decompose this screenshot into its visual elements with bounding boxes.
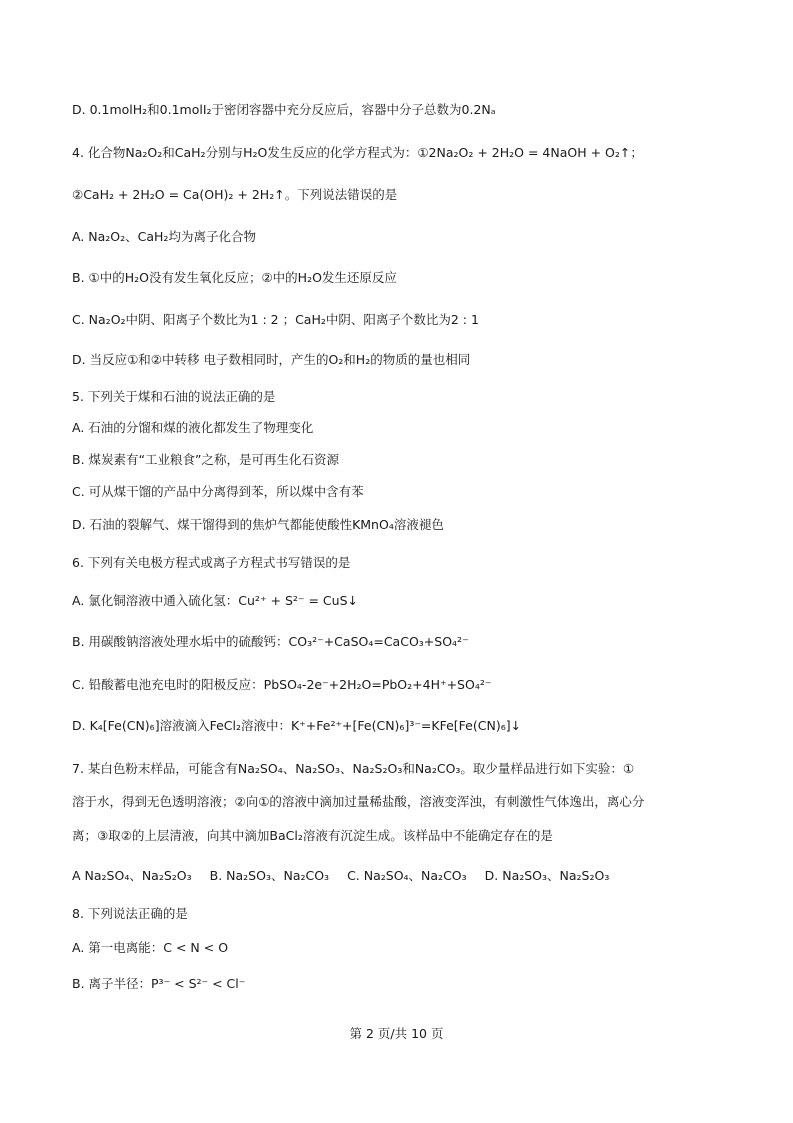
page-footer: 第 2 页/共 10 页 (349, 1026, 444, 1041)
q4-stem-line1: 4. 化合物Na₂O₂和CaH₂分别与H₂O发生反应的化学方程式为：①2Na₂O₂ + 2H₂O = 4NaOH + O₂↑； (72, 145, 643, 160)
q8-option-a: A. 第一电离能：C < N < O (72, 940, 229, 955)
q4-option-c: C. Na₂O₂中阴、阳离子个数比为1 : 2 ；CaH₂中阴、阳离子个数比为2 : 1 (72, 312, 479, 327)
q4-option-d: D. 当反应①和②中转移 电子数相同时，产生的O₂和H₂的物质的量也相同 (72, 352, 471, 367)
q7-option-c: C. Na₂SO₄、Na₂CO₃ (347, 868, 467, 883)
q5-option-d: D. 石油的裂解气、煤干馏得到的焦炉气都能使酸性KMnO₄溶液褪色 (72, 517, 444, 532)
q7-option-d: D. Na₂SO₃、Na₂S₂O₃ (484, 868, 610, 883)
q4-stem-line2: ②CaH₂ + 2H₂O = Ca(OH)₂ + 2H₂↑。下列说法错误的是 (72, 187, 398, 202)
q7-option-b: B. Na₂SO₃、Na₂CO₃ (209, 868, 330, 883)
q4-option-b: B. ①中的H₂O没有发生氧化反应；②中的H₂O发生还原反应 (72, 270, 397, 285)
q3-option-d: D. 0.1molH₂和0.1molI₂于密闭容器中充分反应后，容器中分子总数为0.2Nₐ (72, 102, 496, 117)
q6-option-d: D. K₄[Fe(CN)₆]溶液滴入FeCl₂溶液中：K⁺+Fe²⁺+[Fe(CN)₆]³⁻=KFe[Fe(CN)₆]↓ (72, 718, 522, 733)
q7-stem-line3: 离；③取②的上层清液，向其中滴加BaCl₂溶液有沉淀生成。该样品中不能确定存在的是 (72, 828, 553, 843)
q7-options (72, 866, 623, 886)
q5-option-b: B. 煤炭素有“工业粮食”之称，是可再生化石资源 (72, 452, 339, 467)
q4-option-a: A. Na₂O₂、CaH₂均为离子化合物 (72, 229, 256, 244)
q6-option-b: B. 用碳酸钠溶液处理水垢中的硫酸钙：CO₃²⁻+CaSO₄=CaCO₃+SO₄²⁻ (72, 634, 469, 649)
q6-option-a: A. 氯化铜溶液中通入硫化氢：Cu²⁺ + S²⁻ = CuS↓ (72, 593, 358, 608)
q5-option-a: A. 石油的分馏和煤的液化都发生了物理变化 (72, 420, 314, 435)
q7-stem-line2: 溶于水，得到无色透明溶液；②向①的溶液中滴加过量稀盐酸，溶液变浑浊，有刺激性气体逸出，离心分 (72, 794, 645, 809)
q6-stem: 6. 下列有关电极方程式或离子方程式书写错误的是 (72, 555, 351, 570)
q6-option-c: C. 铅酸蓄电池充电时的阳极反应：PbSO₄-2e⁻+2H₂O=PbO₂+4H⁺+SO₄²⁻ (72, 677, 492, 692)
q8-option-b: B. 离子半径：P³⁻ < S²⁻ < Cl⁻ (72, 976, 246, 991)
q8-stem: 8. 下列说法正确的是 (72, 906, 188, 921)
q5-option-c: C. 可从煤干馏的产品中分离得到苯，所以煤中含有苯 (72, 484, 364, 499)
q7-option-a: A Na₂SO₄、Na₂S₂O₃ (72, 868, 192, 883)
q5-stem: 5. 下列关于煤和石油的说法正确的是 (72, 389, 276, 404)
q7-stem-line1: 7. 某白色粉末样品，可能含有Na₂SO₄、Na₂SO₃、Na₂S₂O₃和Na₂CO₃。取少量样品进行如下实验：① (72, 761, 635, 776)
